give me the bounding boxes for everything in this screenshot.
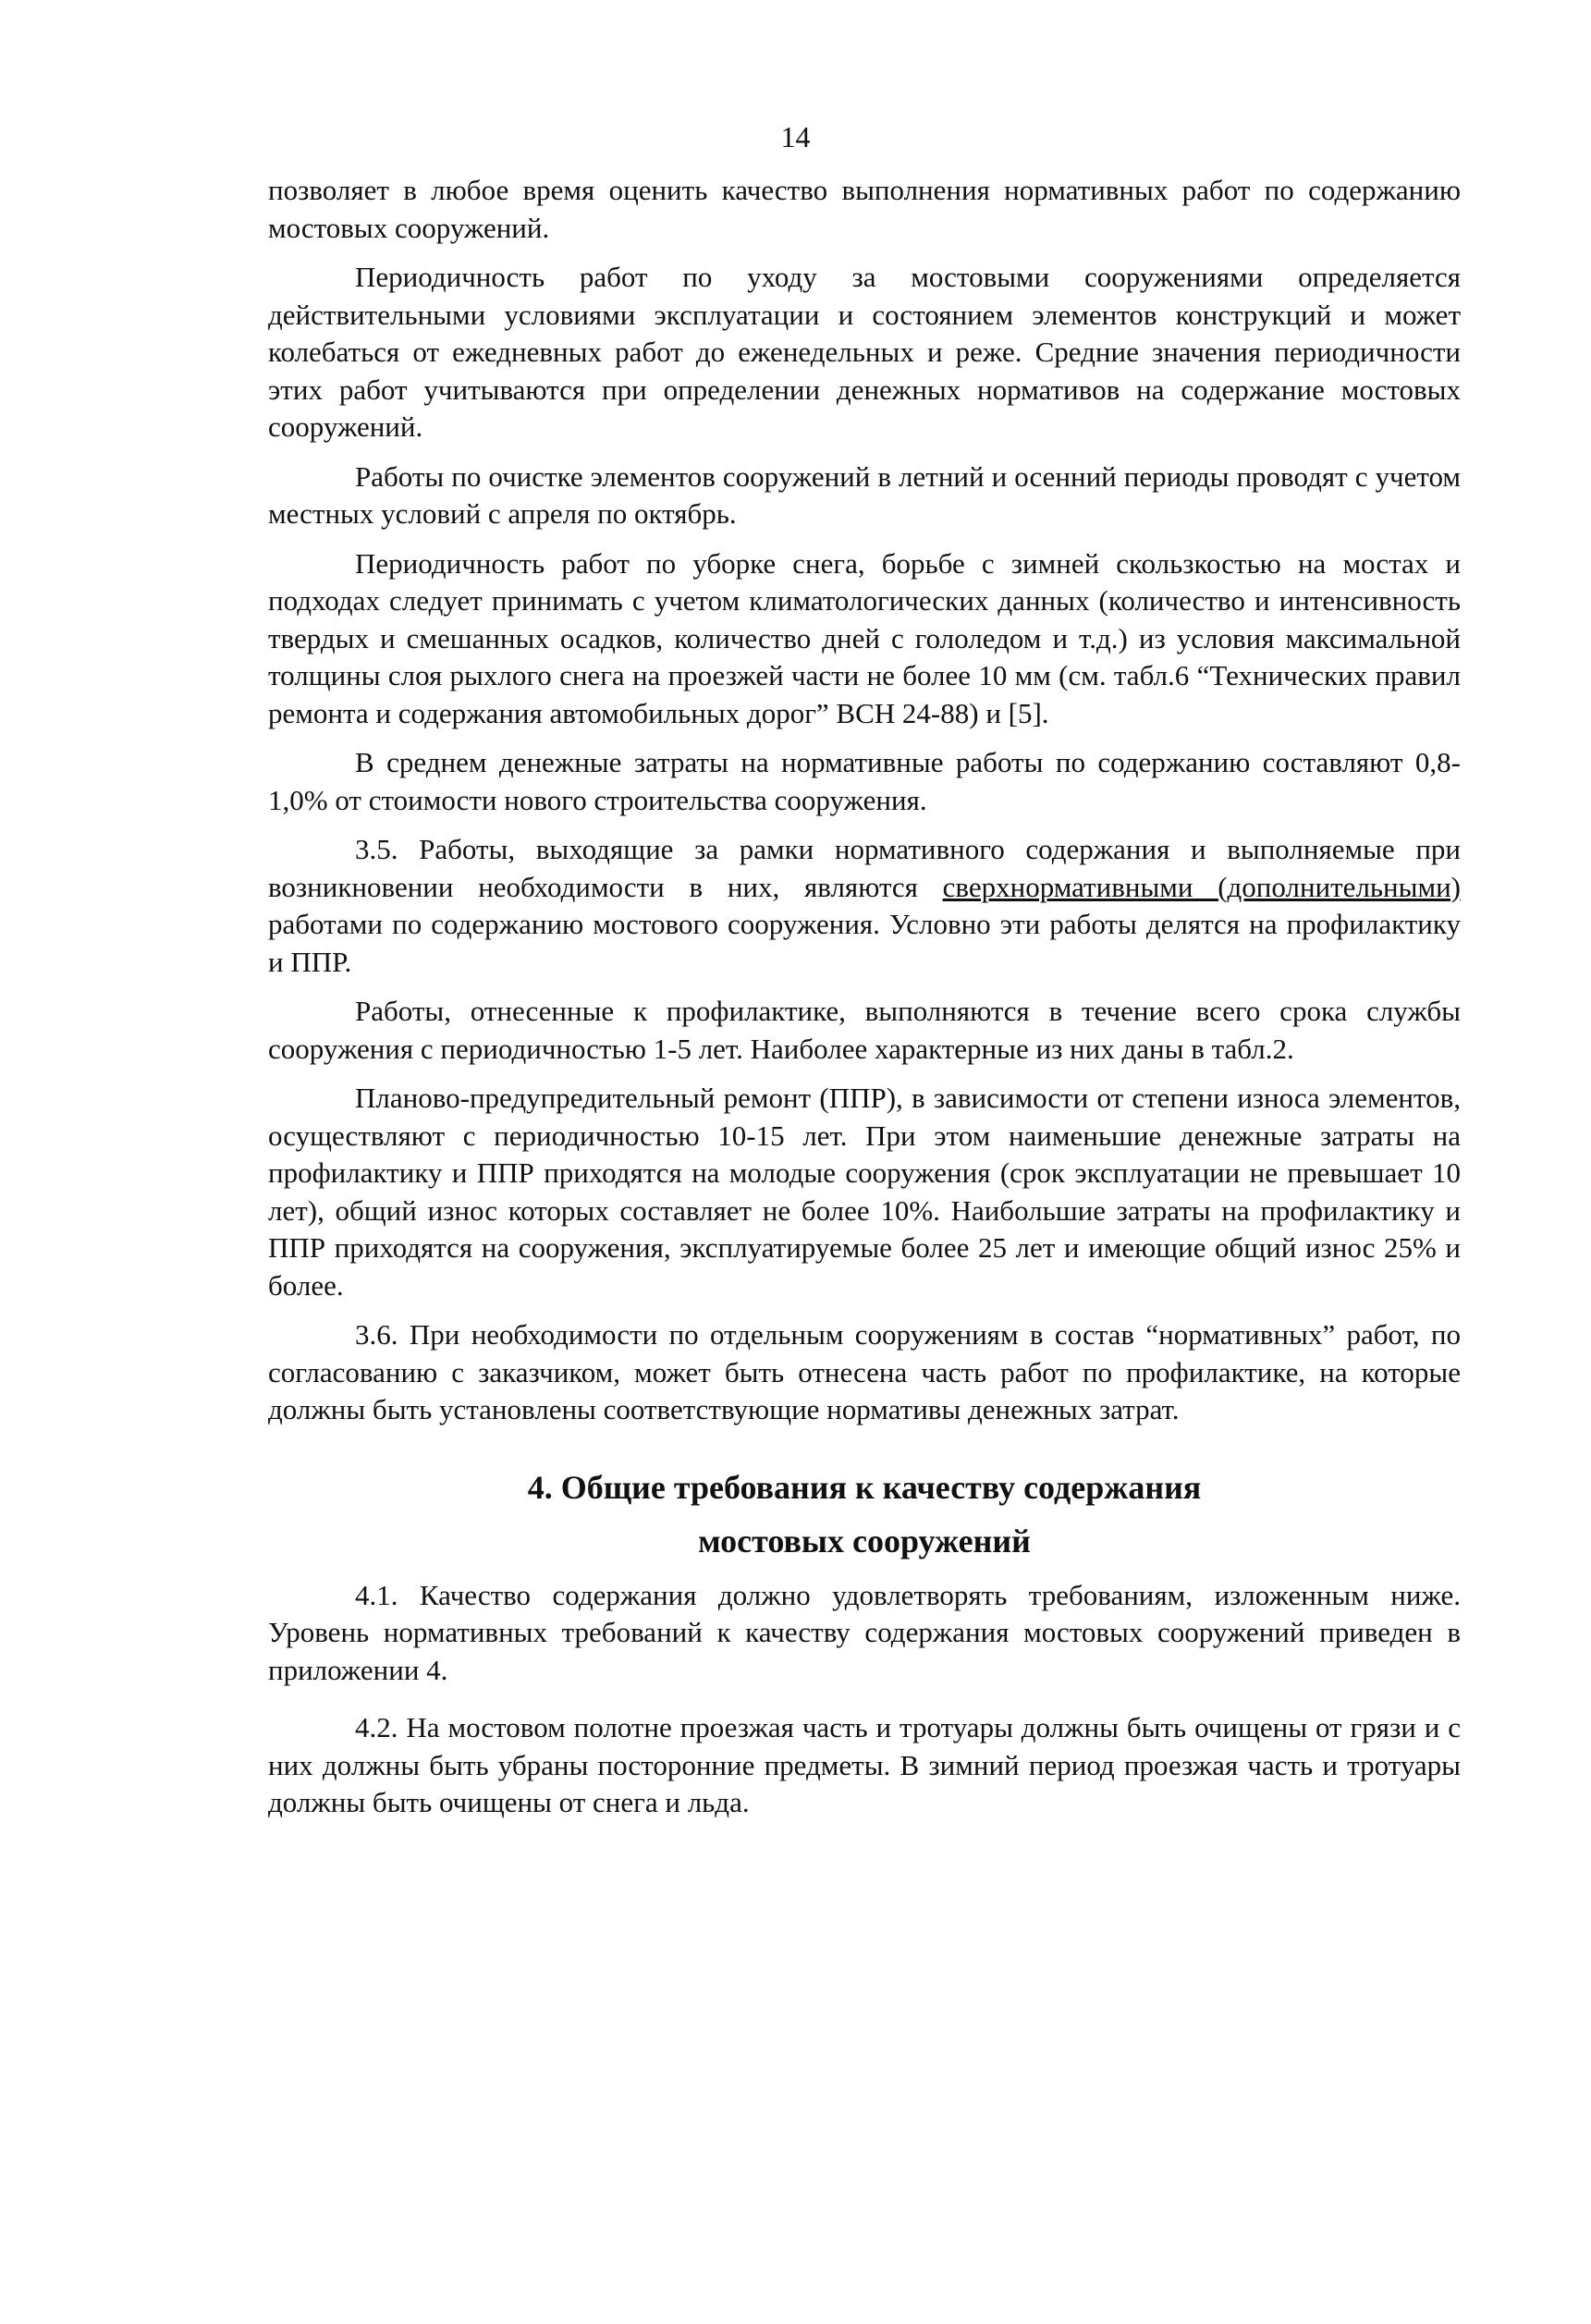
paragraph-3-6: 3.6. При необходимости по отдельным сооружениям в состав “нормативных” работ, по согласованию с заказчиком, может быть отнесена часть работ по профилактике, на которые должны быть установлены соответствующие нормативы денежных затрат. xyxy=(268,1318,1461,1425)
paragraph-snow-removal: Периодичность работ по уборке снега, борьбе с зимней скользкостью на мостах и подходах следует принимать с учетом климатологических данных (количество и интенсивность твердых и смешанных осадков, количество дней с гололедом и т.д.) из условия максимальной толщины слоя рыхлого снега на проезжей части не более 10 мм (см. табл.6 “Технических правил ремонта и содержания автомобильных дорог” ВСН 24-88) и [5]. xyxy=(268,546,1461,729)
document-body xyxy=(268,172,1461,1834)
paragraph-ppr: Планово-предупредительный ремонт (ППР), в зависимости от степени износа элементов, осуществляют с периодичностью 10-15 лет. При этом наименьшие денежные затраты на профилактику и ППР приходятся на молодые сооружения (срок эксплуатации не превышает 10 лет), общий износ которых составляет не более 10%. Наибольшие затраты на профилактику и ППР приходятся на сооружения, эксплуатируемые более 25 лет и имеющие общий износ 25% и более. xyxy=(268,1082,1461,1302)
paragraph-continuation: позволяет в любое время оценить качество выполнения нормативных работ по содержанию мостовых сооружений. xyxy=(268,174,1461,244)
paragraph-3-5-end: работами по содержанию мостового сооружения. Условно эти работы делятся на профилактику и ППР. xyxy=(268,908,1461,978)
paragraph-maintenance-periodicity: Периодичность работ по уходу за мостовыми сооружениями определяется действительными условиями эксплуатации и состоянием элементов конструкций и может колебаться от ежедневных работ до еженедельных и реже. Средние значения периодичности этих работ учитываются при определении денежных нормативов на содержание мостовых сооружений. xyxy=(268,261,1461,443)
paragraph-costs: В среднем денежные затраты на нормативные работы по содержанию составляют 0,8-1,0% от стоимости нового строительства сооружения. xyxy=(268,746,1461,816)
paragraph-3-5 xyxy=(268,831,1461,981)
paragraph-cleaning-works: Работы по очистке элементов сооружений в летний и осенний периоды проводят с учетом местных условий с апреля по октябрь. xyxy=(268,459,1461,530)
paragraph-4-2: 4.2. На мостовом полотне проезжая часть и тротуары должны быть очищены от грязи и с них должны быть убраны посторонние предметы. В зимний период проезжая часть и тротуары должны быть очищены от снега и льда. xyxy=(268,1711,1461,1818)
paragraph-prophylaxis: Работы, отнесенные к профилактике, выполняются в течение всего срока службы сооружения с периодичностью 1-5 лет. Наиболее характерные из них даны в табл.2. xyxy=(268,995,1461,1065)
section-4-heading-line1: 4. Общие требования к качеству содержания xyxy=(527,1468,1202,1506)
section-4-heading-line2: мостовых сооружений xyxy=(698,1522,1031,1560)
section-4-heading xyxy=(268,1461,1461,1568)
page-number: 14 xyxy=(780,120,811,153)
paragraph-4-1: 4.1. Качество содержания должно удовлетворять требованиям, изложенным ниже. Уровень нормативных требований к качеству содержания мостовых сооружений приведен в приложении 4. xyxy=(268,1578,1461,1686)
paragraph-3-5-underlined-term: сверхнормативными (дополнительными) xyxy=(942,870,1461,903)
paragraph-3-5-start: 3.5. Работы, выходящие за рамки нормативного содержания и выполняемые при возникновении необходимости в них, являются xyxy=(268,833,1461,903)
